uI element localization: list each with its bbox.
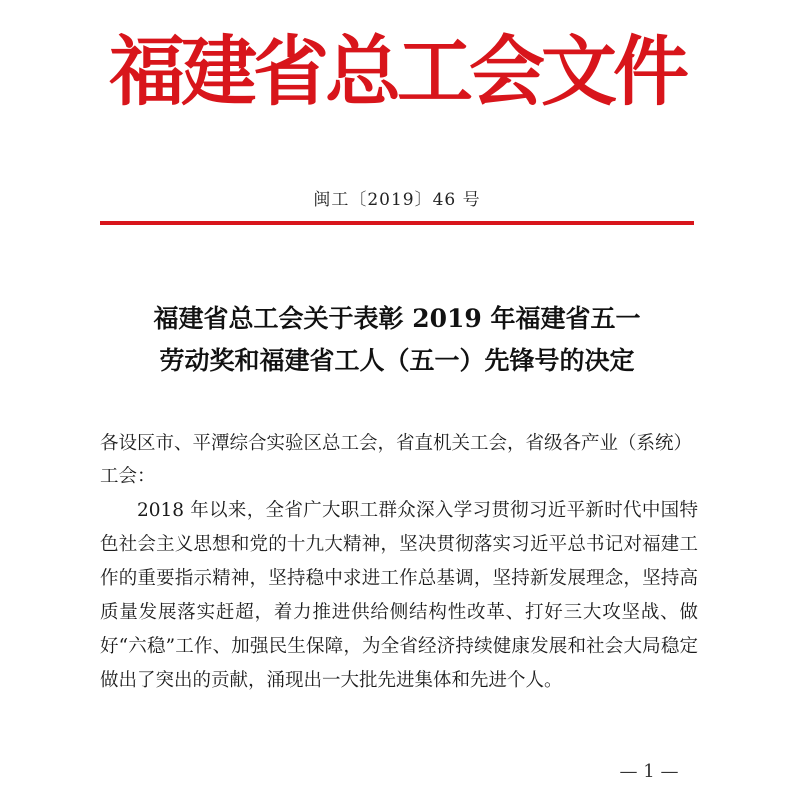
page-number: — 1 — bbox=[619, 761, 679, 782]
addressee-paragraph: 各设区市、平潭综合实验区总工会，省直机关工会，省级各产业（系统）工会： bbox=[100, 433, 693, 487]
document-number: 闽工〔2019〕46 号 bbox=[313, 190, 481, 210]
document-masthead: 福建省总工会文件 bbox=[109, 27, 685, 116]
document-title-line-1: 福建省总工会关于表彰 2019 年福建省五一 bbox=[153, 304, 641, 333]
body-paragraph: 2018 年以来，全省广大职工群众深入学习贯彻习近平新时代中国特色社会主义思想和党的十九大精神，坚决贯彻落实习近平总书记对福建工作的重要指示精神，坚持稳中求进工作总基调，坚持新发展理念，坚持高质量发展落实赶超，着力推进供给侧结构性改革、打好三大攻坚战、做好“六稳”工作、加强民生保障，为全省经济持续健康发展和社会大局稳定做出了突出的贡献，涌现出一大批先进集体和先进个人。 bbox=[100, 500, 698, 691]
document-title-line-2: 劳动奖和福建省工人（五一）先锋号的决定 bbox=[159, 346, 635, 375]
document-title bbox=[60, 298, 734, 382]
red-divider-rule bbox=[100, 221, 694, 225]
